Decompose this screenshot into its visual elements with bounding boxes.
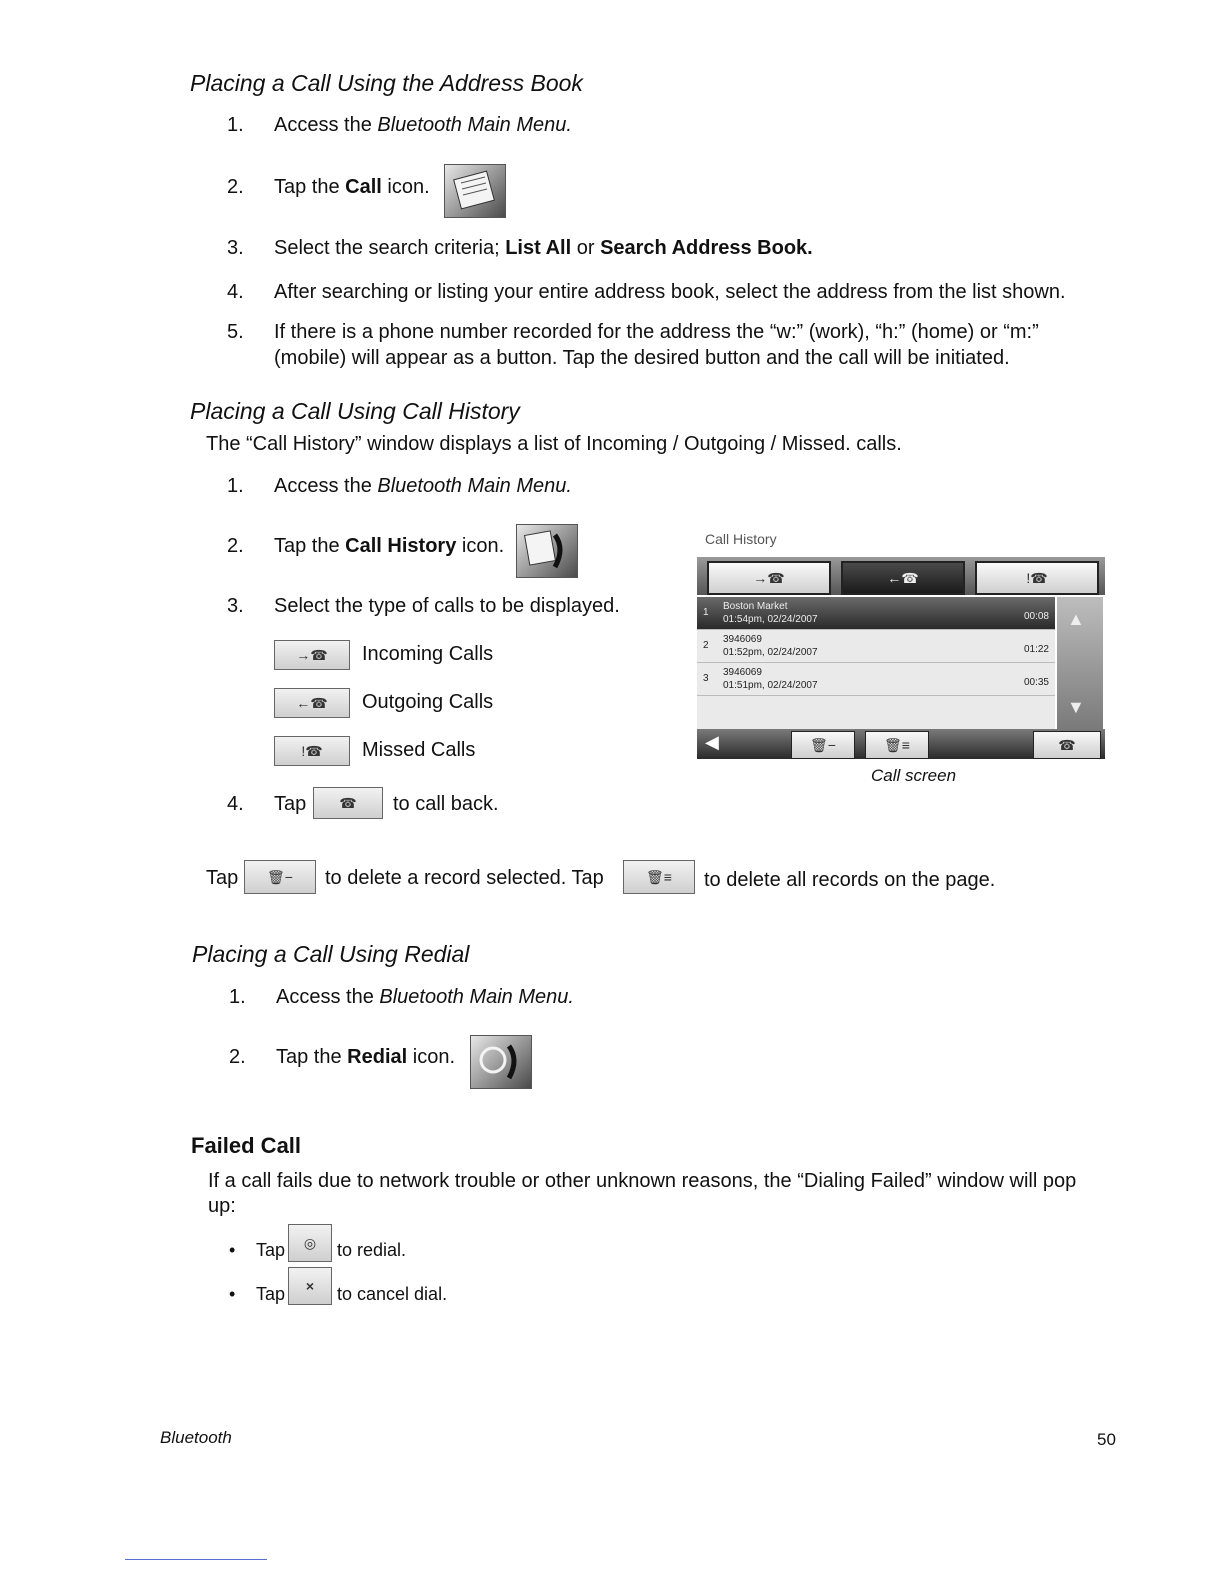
section-heading-failed-call: Failed Call [191,1133,302,1158]
tab-missed[interactable]: !☎ [975,561,1099,595]
address-book-icon[interactable] [444,164,506,218]
page-number: 50 [1097,1430,1116,1449]
delete-text-post: to delete all records on the page. [704,869,996,891]
call-button[interactable]: ☎ [1033,731,1101,759]
delete-all-button[interactable]: 🗑≡ [865,731,929,759]
call-history-screen [695,525,1107,761]
missed-call-icon: !☎ [274,736,350,766]
tab-incoming[interactable]: →☎ [707,561,831,595]
bullet-cancel-post: to cancel dial. [337,1284,448,1304]
delete-text-mid: to delete a record selected. Tap [325,867,604,889]
incoming-call-icon: →☎ [274,640,350,670]
step-5-line-2: (mobile) will appear as a button. Tap the desired button and the call will be initiated. [274,347,1010,369]
redial-icon[interactable] [470,1035,532,1089]
bullet-redial-pre: Tap [256,1240,286,1260]
redial-button-icon[interactable]: ◎ [288,1224,332,1262]
bullet-icon: • [229,1240,236,1260]
scroll-down-icon[interactable]: ▼ [1067,697,1085,717]
failed-call-text-2: up: [208,1195,236,1217]
call-back-button-icon[interactable]: ☎ [313,787,383,819]
tab-outgoing[interactable]: ←☎ [841,561,965,595]
delete-text-pre: Tap [206,867,239,889]
outgoing-calls-label: Outgoing Calls [362,691,494,713]
footer-section-name: Bluetooth [160,1428,232,1447]
step-2: 2. Tap the Call icon. [227,176,430,198]
call-type-tabs [697,557,1105,595]
bullet-icon: • [229,1284,236,1304]
step-5: 5. If there is a phone number recorded for the address the “w:” (work), “h:” (home) or “m:” [227,321,1039,343]
call-back-text: to call back. [393,793,499,815]
step-1: 1. Access the Bluetooth Main Menu. [227,114,572,136]
incoming-calls-label: Incoming Calls [362,643,494,665]
delete-all-icon[interactable]: 🗑≡ [623,860,695,894]
back-arrow-icon[interactable]: ◀ [705,732,719,752]
call-row[interactable]: 2 3946069 01:52pm, 02/24/2007 01:22 [697,630,1055,663]
section-heading-redial: Placing a Call Using Redial [192,941,470,967]
outgoing-call-icon: ←☎ [274,688,350,718]
step-4: 4. After searching or listing your entire address book, select the address from the list shown. [227,281,1066,303]
section-heading-call-history: Placing a Call Using Call History [190,398,520,424]
delete-record-icon[interactable]: 🗑− [244,860,316,894]
call-row[interactable]: 3 3946069 01:51pm, 02/24/2007 00:35 [697,663,1055,696]
bullet-redial-post: to redial. [337,1240,407,1260]
bullet-cancel-pre: Tap [256,1284,286,1304]
ch-step-1: 1. Access the Bluetooth Main Menu. [227,475,572,497]
call-list [697,597,1055,729]
footer-rule [125,1559,267,1560]
call-history-intro: The “Call History” window displays a list of Incoming / Outgoing / Missed. calls. [206,433,902,455]
ch-step-3: 3. Select the type of calls to be displayed. [227,595,620,617]
call-row[interactable]: 1 Boston Market 01:54pm, 02/24/2007 00:08 [697,597,1055,630]
delete-record-button[interactable]: 🗑− [791,731,855,759]
redial-step-2: 2. Tap the Redial icon. [229,1046,456,1068]
screen-title: Call History [705,531,777,547]
redial-step-1: 1. Access the Bluetooth Main Menu. [229,986,574,1008]
cancel-button-icon[interactable]: × [288,1267,332,1305]
step-3: 3. Select the search criteria; List All or Search Address Book. [227,237,813,259]
screen-bottom-bar [697,729,1105,759]
screen-caption: Call screen [871,766,957,785]
section-heading-address-book: Placing a Call Using the Address Book [190,70,583,96]
ch-step-4: 4. Tap [227,793,307,815]
call-history-icon[interactable] [516,524,578,578]
missed-calls-label: Missed Calls [362,739,476,761]
scroll-up-icon[interactable]: ▲ [1067,609,1085,629]
ch-step-2: 2. Tap the Call History icon. [227,535,505,557]
scrollbar[interactable] [1057,597,1103,729]
failed-call-text-1: If a call fails due to network trouble or other unknown reasons, the “Dialing Failed” window will pop [208,1170,1077,1192]
